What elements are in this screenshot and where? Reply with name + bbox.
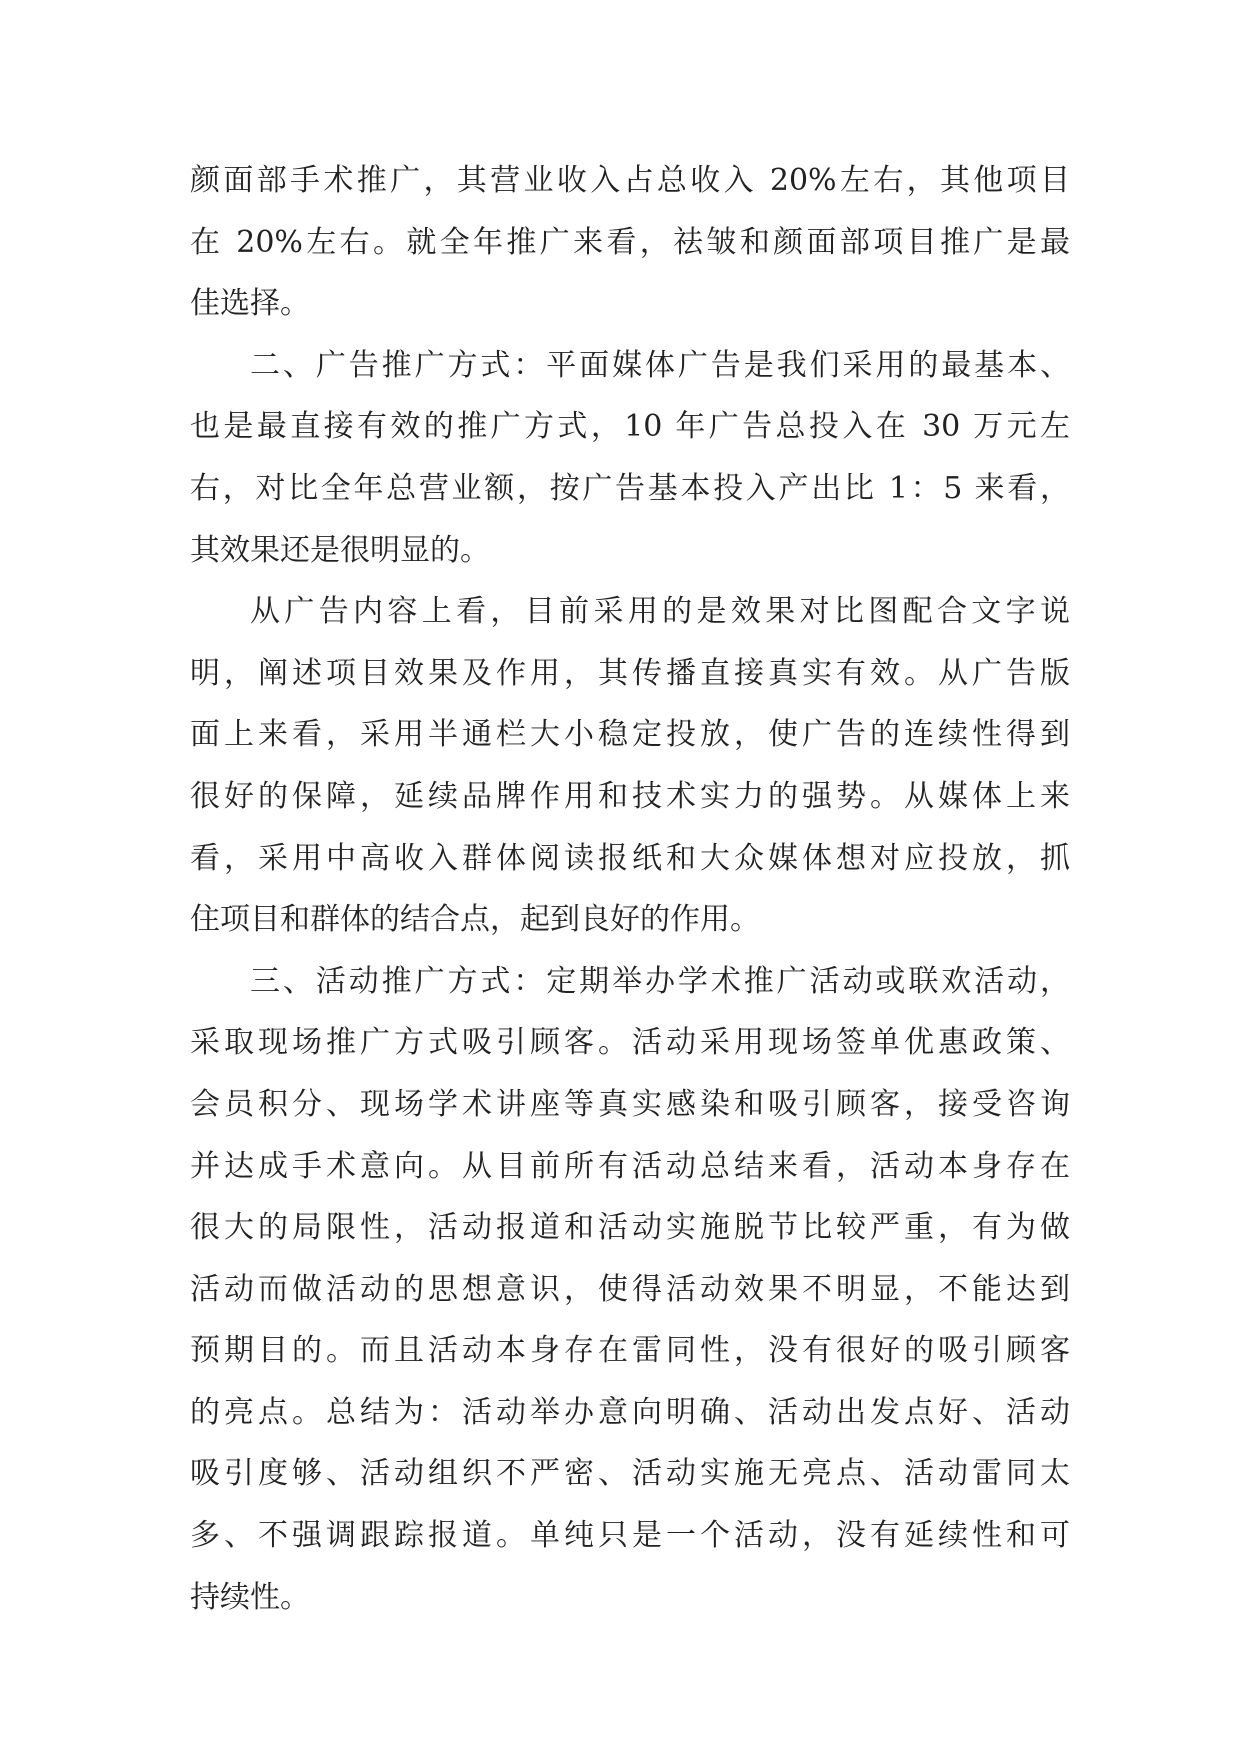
text-line: 在 20%左右。就全年推广来看，祛皱和颜面部项目推广是最	[190, 224, 1070, 260]
text-line: 吸引度够、活动组织不严密、活动实施无亮点、活动雷同太	[190, 1456, 1070, 1492]
text-line: 也是最直接有效的推广方式，10 年广告总投入在 30 万元左	[190, 409, 1070, 445]
paragraph-ad-promotion	[190, 335, 1070, 581]
text-line: 从广告内容上看，目前采用的是效果对比图配合文字说	[250, 594, 1070, 630]
text-line: 很大的局限性，活动报道和活动实施脱节比较严重，有为做	[190, 1210, 1070, 1246]
text-line: 预期目的。而且活动本身存在雷同性，没有很好的吸引顾客	[190, 1333, 1070, 1369]
text-line: 看，采用中高收入群体阅读报纸和大众媒体想对应投放，抓	[190, 840, 1070, 876]
text-line: 采取现场推广方式吸引顾客。活动采用现场签单优惠政策、	[190, 1025, 1070, 1061]
text-line: 持续性。	[190, 1579, 310, 1615]
text-line: 右，对比全年总营业额，按广告基本投入产出比 1：5 来看，	[190, 470, 1070, 506]
text-line: 三、活动推广方式：定期举办学术推广活动或联欢活动，	[250, 963, 1070, 999]
text-line: 二、广告推广方式：平面媒体广告是我们采用的最基本、	[250, 347, 1070, 383]
paragraph-ad-content	[190, 581, 1070, 951]
text-line: 很好的保障，延续品牌作用和技术实力的强势。从媒体上来	[190, 778, 1070, 814]
text-line: 住项目和群体的结合点，起到良好的作用。	[190, 902, 760, 938]
text-line: 颜面部手术推广，其营业收入占总收入 20%左右，其他项目	[190, 163, 1070, 198]
text-line: 佳选择。	[190, 286, 310, 322]
paragraph-event-promotion	[190, 951, 1070, 1629]
text-line: 面上来看，采用半通栏大小稳定投放，使广告的连续性得到	[190, 717, 1070, 753]
text-line: 的亮点。总结为：活动举办意向明确、活动出发点好、活动	[190, 1394, 1070, 1430]
document-body	[190, 150, 1070, 1628]
text-line: 多、不强调跟踪报道。单纯只是一个活动，没有延续性和可	[190, 1518, 1070, 1554]
paragraph-continued	[190, 150, 1070, 335]
text-line: 活动而做活动的思想意识，使得活动效果不明显，不能达到	[190, 1271, 1070, 1307]
text-line: 并达成手术意向。从目前所有活动总结来看，活动本身存在	[190, 1148, 1070, 1184]
text-line: 其效果还是很明显的。	[190, 532, 490, 568]
text-line: 明，阐述项目效果及作用，其传播直接真实有效。从广告版	[190, 655, 1070, 691]
text-line: 会员积分、现场学术讲座等真实感染和吸引顾客，接受咨询	[190, 1086, 1070, 1122]
